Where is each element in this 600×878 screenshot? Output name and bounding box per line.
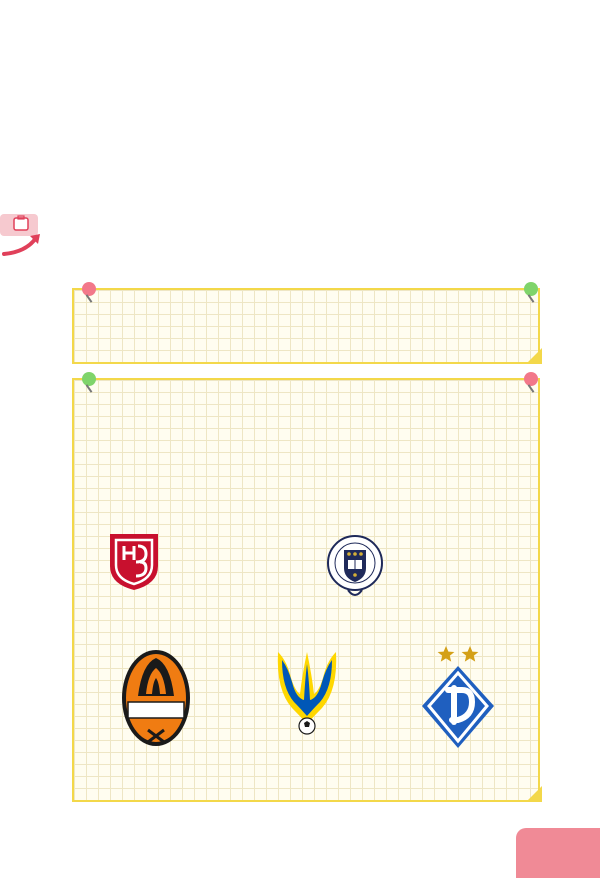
pin-red-icon xyxy=(524,372,538,386)
top-decoration-dots xyxy=(30,10,580,20)
oxford-seal-icon xyxy=(326,534,384,602)
briefcase-task-icon xyxy=(0,210,44,260)
bottom-decoration-dashes xyxy=(0,820,600,824)
vnu-shield-logo-icon xyxy=(106,532,162,592)
page-number-tab xyxy=(516,828,600,878)
folded-corner-icon xyxy=(526,348,542,364)
pin-green-icon xyxy=(524,282,538,296)
folded-corner-icon xyxy=(526,786,542,802)
dynamo-logo-icon xyxy=(420,644,496,756)
ukraine-team-logo-icon xyxy=(272,646,342,754)
pin-red-icon xyxy=(82,282,96,296)
pin-green-icon xyxy=(82,372,96,386)
shakhtar-logo-icon xyxy=(118,646,194,750)
motto-definition-note xyxy=(72,288,540,364)
